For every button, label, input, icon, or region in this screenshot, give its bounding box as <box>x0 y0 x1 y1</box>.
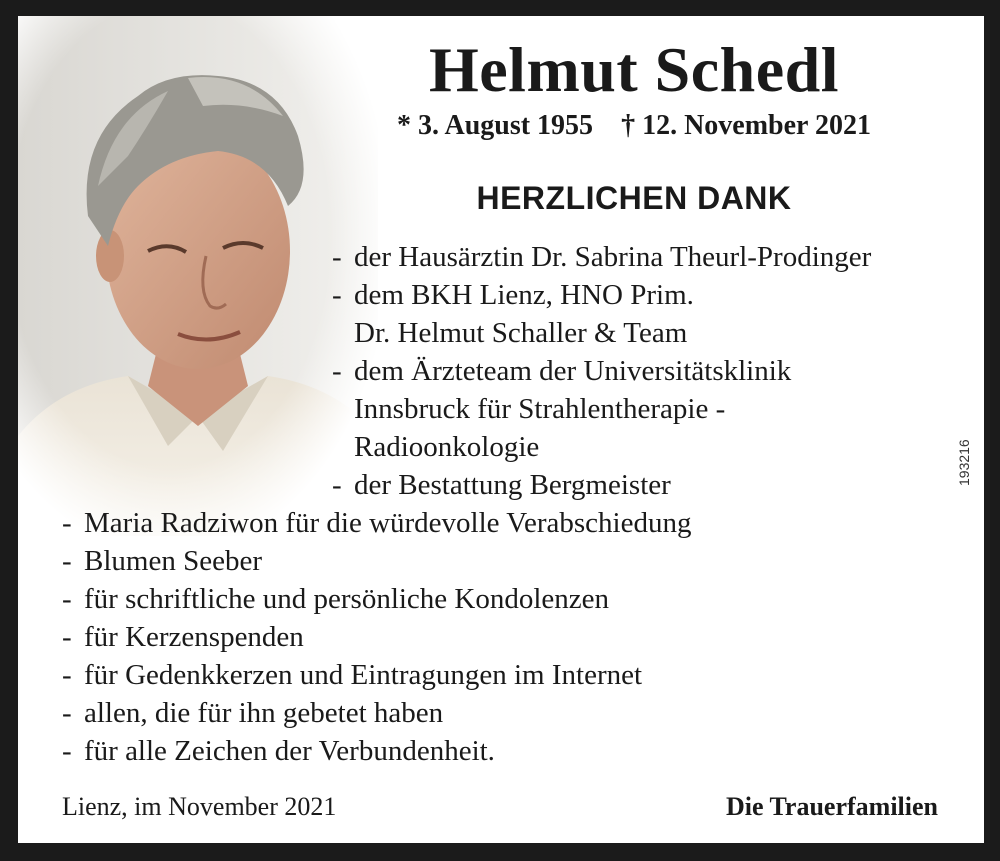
list-item: - allen, die für ihn gebetet haben <box>62 694 962 732</box>
list-item: - für Gedenkkerzen und Eintragungen im Internet <box>62 656 962 694</box>
list-item: - für schriftliche und persönliche Kondolenzen <box>62 580 962 618</box>
birth-date: * 3. August 1955 <box>397 110 594 141</box>
list-item: - dem Ärzteteam der Universitätsklinik Innsbruck für Strahlentherapie - Radioonkologie <box>332 352 824 466</box>
signature: Die Trauerfamilien <box>725 792 938 821</box>
obituary-card <box>18 16 984 843</box>
list-item: - Maria Radziwon für die würdevolle Verabschiedung <box>62 504 962 542</box>
thanks-heading: HERZLICHEN DANK <box>476 180 792 216</box>
list-item: - der Hausärztin Dr. Sabrina Theurl-Prodinger <box>332 238 972 276</box>
deceased-name: Helmut Schedl <box>428 34 840 105</box>
reference-number: 193216 <box>956 439 972 486</box>
list-item: - für Kerzenspenden <box>62 618 962 656</box>
death-date: † 12. November 2021 <box>621 110 871 141</box>
place-and-date: Lienz, im November 2021 <box>62 792 337 821</box>
thanks-list-full <box>62 504 962 770</box>
portrait-photo <box>18 16 378 536</box>
list-item: - für alle Zeichen der Verbundenheit. <box>62 732 962 770</box>
list-item: - dem BKH Lienz, HNO Prim. Dr. Helmut Schaller & Team <box>332 276 694 352</box>
thanks-list-indented <box>332 238 972 504</box>
list-item: - Blumen Seeber <box>62 542 962 580</box>
list-item: - der Bestattung Bergmeister <box>332 466 972 504</box>
life-dates <box>374 108 894 144</box>
